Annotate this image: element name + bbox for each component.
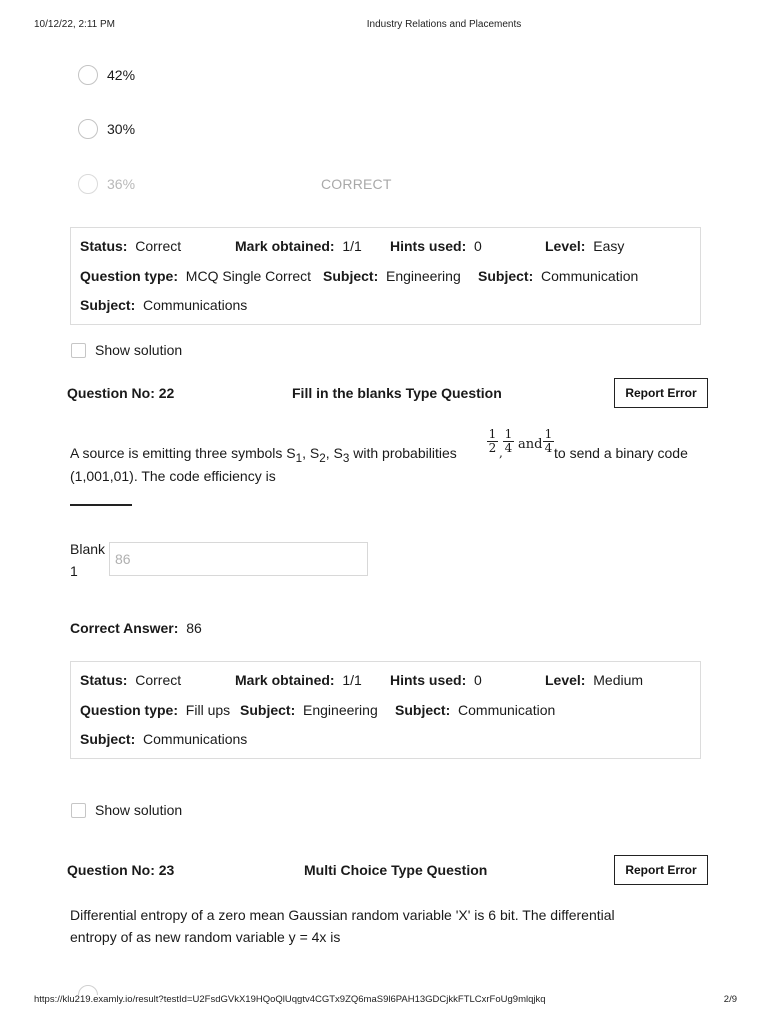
fraction-quarter-2: [543, 428, 554, 455]
subject-label: Subject:: [80, 297, 136, 313]
q-text-part: with probabilities: [349, 445, 457, 461]
q22-question-text-tail: to send a binary code: [554, 445, 688, 461]
radio-circle-icon[interactable]: [78, 65, 98, 85]
q-text-part: , S: [302, 445, 320, 461]
correct-answer-value: 86: [186, 620, 202, 636]
hints-label: Hints used:: [390, 238, 467, 254]
q21-status-box: [70, 227, 701, 325]
fraction-denominator: 4: [504, 441, 513, 455]
q-text-part: A source is emitting three symbols S: [70, 445, 296, 461]
checkbox-icon[interactable]: [71, 803, 86, 818]
and-word: and: [518, 437, 543, 452]
q23-header: [0, 855, 768, 887]
mark-value: 1/1: [342, 238, 362, 254]
correct-answer: [70, 620, 202, 636]
fraction-half: [487, 428, 498, 455]
subject-label: Subject:: [80, 731, 136, 747]
option-label: 42%: [107, 67, 136, 83]
qtype-label: Question type:: [80, 268, 179, 284]
report-error-button[interactable]: Report Error: [614, 855, 708, 885]
show-solution-toggle[interactable]: [71, 802, 182, 818]
level-label: Level:: [545, 672, 586, 688]
subject-label: Subject:: [478, 268, 534, 284]
option-radio-3[interactable]: [78, 173, 135, 195]
fraction-numerator: 1: [504, 427, 513, 441]
report-error-button[interactable]: Report Error: [614, 378, 708, 408]
subscript: 2: [319, 451, 326, 465]
level-label: Level:: [545, 238, 586, 254]
fraction-numerator: 1: [544, 427, 553, 441]
mark-label: Mark obtained:: [235, 238, 335, 254]
fraction-denominator: 4: [544, 441, 553, 455]
option-radio-1[interactable]: [78, 64, 135, 86]
status-value: Correct: [135, 672, 182, 688]
fraction-numerator: 1: [488, 427, 497, 441]
subject-label: Subject:: [323, 268, 379, 284]
subject-label: Subject:: [240, 702, 296, 718]
hints-label: Hints used:: [390, 672, 467, 688]
blank-label: [70, 538, 105, 582]
q22-question-text-line2: (1,001,01). The code efficiency is: [70, 468, 276, 484]
print-title: Industry Relations and Placements: [366, 19, 522, 30]
qtype-value: MCQ Single Correct: [185, 268, 312, 284]
subscript: 3: [342, 451, 350, 465]
subject-value: Communications: [143, 297, 248, 313]
hints-value: 0: [474, 672, 482, 688]
blank-underline: [70, 504, 132, 506]
hints-value: 0: [474, 238, 482, 254]
level-value: Medium: [593, 672, 644, 688]
q-text-part: , S: [325, 445, 343, 461]
q23-question-text: [70, 904, 615, 948]
show-solution-toggle[interactable]: [71, 342, 182, 358]
option-label: 30%: [107, 121, 136, 137]
blank-label-line: Blank: [70, 541, 106, 557]
subscript: 1: [295, 451, 303, 465]
subject-value: Communication: [541, 268, 639, 284]
subject-label: Subject:: [395, 702, 451, 718]
subject-value: Communication: [458, 702, 556, 718]
question-type: Multi Choice Type Question: [304, 862, 488, 878]
question-number: Question No: 22: [67, 385, 175, 401]
print-datetime: 10/12/22, 2:11 PM: [34, 19, 115, 30]
status-label: Status:: [80, 238, 128, 254]
subject-value: Engineering: [303, 702, 378, 718]
mark-value: 1/1: [342, 672, 362, 688]
blank-label-line: 1: [70, 563, 78, 579]
q-text-line: entropy of as new random variable y = 4x is: [70, 929, 341, 945]
show-solution-label: Show solution: [95, 802, 183, 818]
level-value: Easy: [593, 238, 625, 254]
fraction-quarter: [503, 428, 514, 455]
radio-circle-icon[interactable]: [78, 119, 98, 139]
option-label: 36%: [107, 176, 136, 192]
subject-value: Communications: [143, 731, 248, 747]
question-number: Question No: 23: [67, 862, 175, 878]
question-type: Fill in the blanks Type Question: [292, 385, 502, 401]
checkbox-icon[interactable]: [71, 343, 86, 358]
correct-tag: CORRECT: [321, 176, 392, 192]
blank-1-input[interactable]: 86: [109, 542, 368, 576]
subject-value: Engineering: [386, 268, 461, 284]
page-number: 2/9: [723, 994, 737, 1005]
fraction-separator: ,: [499, 446, 503, 460]
fraction-denominator: 2: [488, 441, 497, 455]
qtype-label: Question type:: [80, 702, 179, 718]
correct-answer-label: Correct Answer:: [70, 620, 179, 636]
print-url: https://klu219.examly.io/result?testId=U2FsdGVkX19HQoQlUqgtv4CGTx9ZQ6maS9l6PAH13GDCjkkFTLCxrFoUg9mlqjkq: [34, 994, 546, 1005]
status-label: Status:: [80, 672, 128, 688]
print-header: [0, 19, 768, 33]
radio-circle-icon[interactable]: [78, 174, 98, 194]
option-radio-2[interactable]: [78, 118, 135, 140]
mark-label: Mark obtained:: [235, 672, 335, 688]
status-value: Correct: [135, 238, 182, 254]
qtype-value: Fill ups: [185, 702, 231, 718]
q22-header: [0, 378, 768, 410]
q22-status-box: [70, 661, 701, 759]
q-text-line: Differential entropy of a zero mean Gaussian random variable 'X' is 6 bit. The differential: [70, 907, 615, 923]
show-solution-label: Show solution: [95, 342, 183, 358]
